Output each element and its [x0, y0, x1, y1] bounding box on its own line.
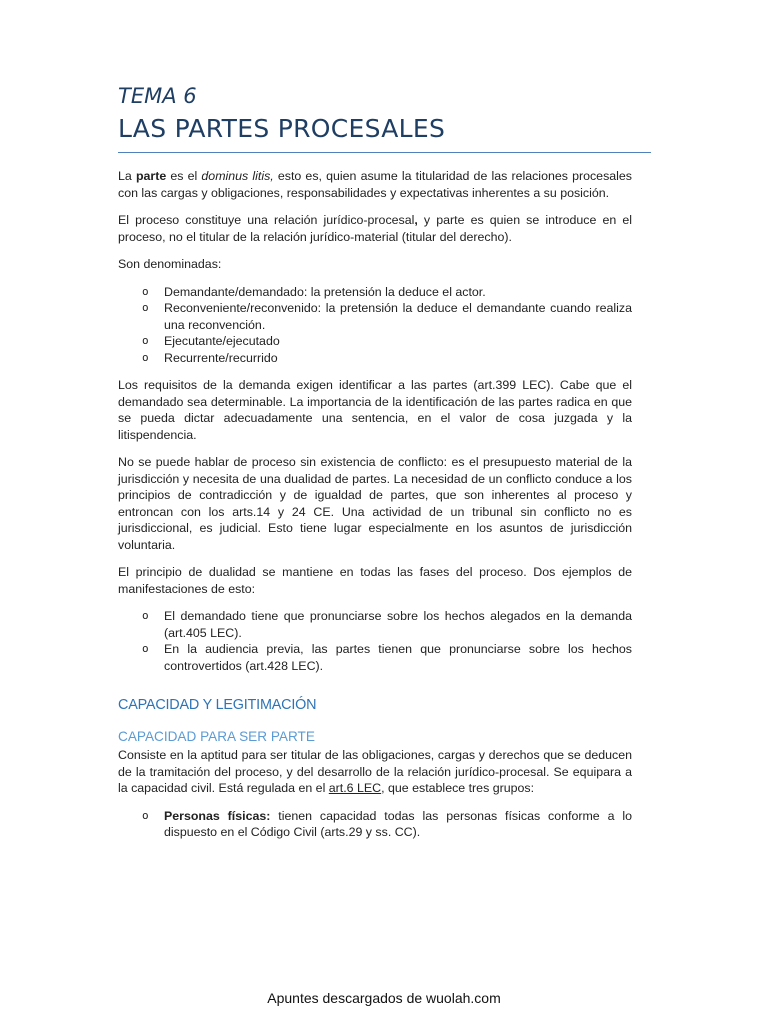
document-page	[118, 82, 632, 852]
bullet-icon: o	[142, 350, 149, 364]
list-item: o Demandante/demandado: la pretensión la deduce el actor.	[142, 284, 486, 299]
paragraph-definition: La parte es el dominus litis, esto es, quien asume la titularidad de las relaciones procesales con las cargas y obligaciones, responsabilidades y expectativas inherentes a su posición.	[118, 169, 632, 200]
paragraph-conflict: No se puede hablar de proceso sin existencia de conflicto: es el presupuesto material de la jurisdicción y necesita de una dualidad de partes. La necesidad de un conflicto conduce a los principios de contradicción y de igualdad de partes, que son inherentes al proceso y entroncan con los arts.14 y 24 CE. Una actividad de un tribunal sin conflicto no es jurisdiccional, es judicial. Esto tiene lugar especialmente en los asuntos de jurisdicción voluntaria.	[118, 455, 632, 552]
paragraph-requirements: Los requisitos de la demanda exigen identificar a las partes (art.399 LEC). Cabe que el demandado sea determinable. La importancia de la identificación de las partes radica en que se pueda dictar adecuadamente una sentencia, en el valor de cosa juzgada y la litispendencia.	[118, 378, 632, 442]
paragraph-denominations-intro: Son denominadas:	[118, 257, 222, 271]
bullet-icon: o	[142, 284, 149, 298]
list-item: o Personas físicas: tienen capacidad todas las personas físicas conforme a lo dispuesto en el Código Civil (arts.29 y ss. CC).	[142, 808, 632, 839]
list-item: o En la audiencia previa, las partes tienen que pronunciarse sobre los hechos controvertidos (art.428 LEC).	[142, 642, 632, 673]
footer-text: Apuntes descargados de wuolah.com	[267, 990, 501, 1006]
denominations-list	[118, 284, 632, 367]
paragraph-relation: El proceso constituye una relación jurídico-procesal, y parte es quien se introduce en el proceso, no el titular de la relación jurídico-material (titular del derecho).	[118, 213, 632, 244]
groups-list	[118, 808, 632, 841]
chapter-number: TEMA 6	[118, 84, 197, 108]
list-item: o Reconveniente/reconvenido: la pretensión la deduce el demandante cuando realiza una reconvención.	[142, 301, 632, 332]
bullet-icon: o	[142, 808, 149, 822]
title-divider	[118, 152, 651, 153]
list-item: o Recurrente/recurrido	[142, 350, 278, 365]
bullet-icon: o	[142, 301, 149, 314]
paragraph-capacity: Consiste en la aptitud para ser titular de las obligaciones, cargas y derechos que se deducen de la tramitación del proceso, y del desarrollo de la relación jurídico-procesal. Se equipara a la capacidad civil. Está regulada en el art.6 LEC, que establece tres grupos:	[118, 748, 632, 795]
bullet-icon: o	[142, 334, 149, 347]
bullet-icon: o	[142, 642, 149, 655]
subsection-heading: CAPACIDAD PARA SER PARTE	[118, 729, 315, 744]
page-title: LAS PARTES PROCESALES	[118, 114, 446, 143]
list-item: o El demandado tiene que pronunciarse sobre los hechos alegados en la demanda (art.405 LEC).	[142, 609, 632, 640]
examples-list	[118, 608, 632, 674]
section-heading: CAPACIDAD Y LEGITIMACIÓN	[118, 697, 317, 713]
paragraph-duality: El principio de dualidad se mantiene en todas las fases del proceso. Dos ejemplos de manifestaciones de esto:	[118, 565, 632, 596]
article-reference: art.6 LEC	[328, 781, 382, 795]
bullet-icon: o	[142, 609, 149, 622]
list-item: o Ejecutante/ejecutado	[142, 334, 280, 348]
